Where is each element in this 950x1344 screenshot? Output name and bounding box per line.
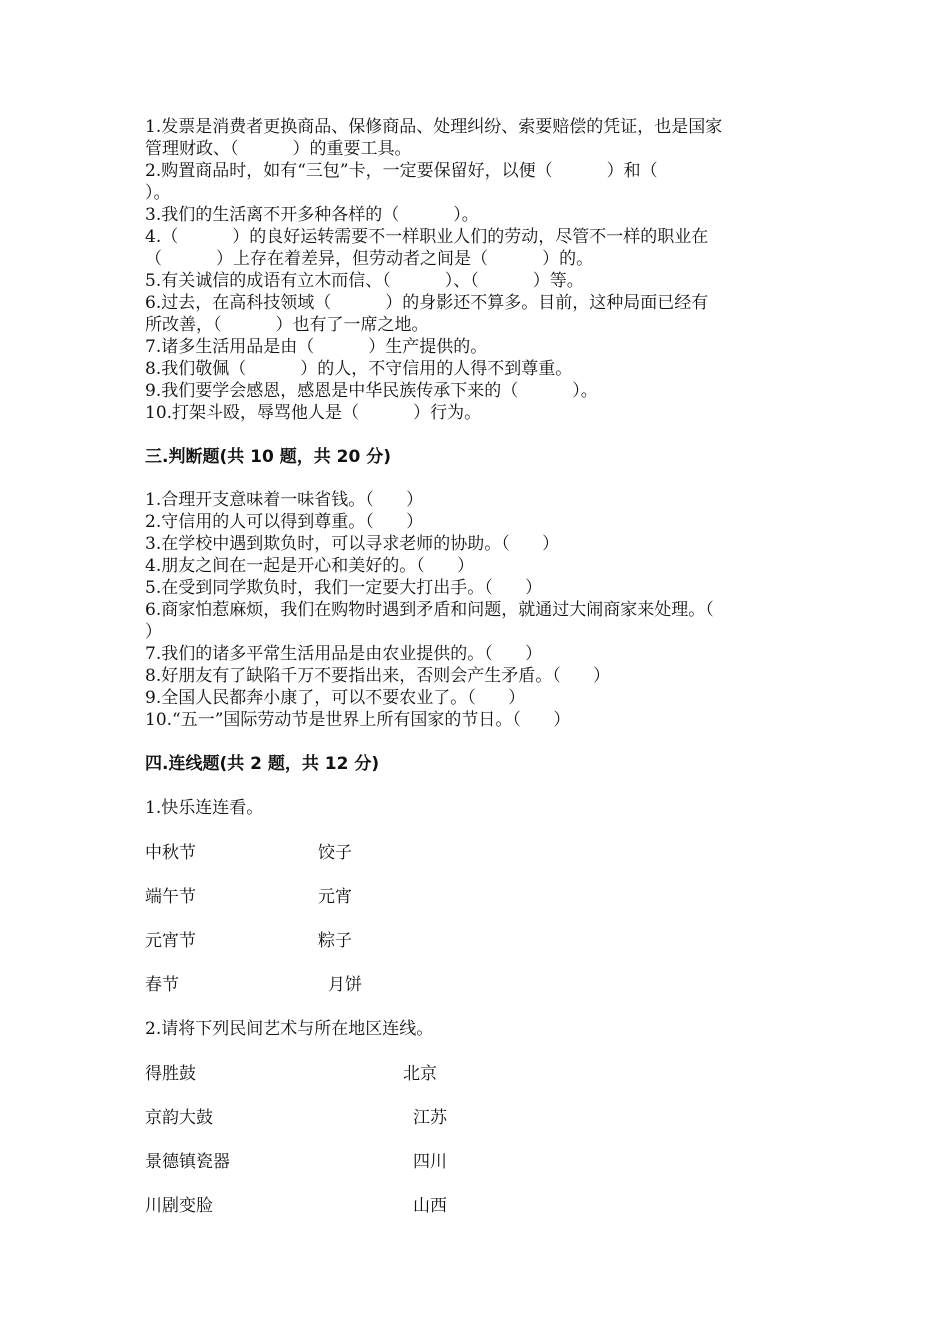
match-2-left-item: 景德镇瓷器 [145,1152,230,1172]
match-2-right-item: 山西 [413,1196,447,1216]
match-1-prompt: 1.快乐连连看。 [145,798,264,818]
fill-blank-line: 7.诸多生活用品是由（ ）生产提供的。 [145,337,488,357]
fill-blank-line: 10.打架斗殴，辱骂他人是（ ）行为。 [145,403,482,423]
match-2-right-item: 北京 [403,1064,437,1084]
true-false-line: 6.商家怕惹麻烦，我们在购物时遇到矛盾和问题，就通过大闹商家来处理。（ [145,600,714,620]
match-1-right-item: 月饼 [328,975,362,995]
true-false-line: 5.在受到同学欺负时，我们一定要大打出手。（ ） [145,578,543,598]
fill-blank-line: 3.我们的生活离不开多种各样的（ ）。 [145,205,479,225]
true-false-line: 2.守信用的人可以得到尊重。（ ） [145,512,424,532]
match-1-left-item: 中秋节 [145,843,196,863]
match-2-right-item: 四川 [413,1152,447,1172]
true-false-line: 4.朋友之间在一起是开心和美好的。（ ） [145,556,475,576]
true-false-line: 8.好朋友有了缺陷千万不要指出来，否则会产生矛盾。（ ） [145,666,611,686]
fill-blank-line: 5.有关诚信的成语有立木而信、（ ）、（ ）等。 [145,271,584,291]
match-1-right-item: 饺子 [318,843,352,863]
match-1-left-item: 元宵节 [145,931,196,951]
section-4-heading: 四.连线题(共 2 题，共 12 分) [145,754,380,774]
match-2-left-item: 川剧变脸 [145,1196,213,1216]
true-false-line: 9.全国人民都奔小康了，可以不要农业了。（ ） [145,688,526,708]
fill-blank-line: 8.我们敬佩（ ）的人，不守信用的人得不到尊重。 [145,359,573,379]
match-2-left-item: 得胜鼓 [145,1064,196,1084]
match-1-left-item: 端午节 [145,887,196,907]
match-1-left-item: 春节 [145,975,179,995]
match-2-right-item: 江苏 [413,1108,447,1128]
fill-blank-line: 所改善，（ ）也有了一席之地。 [145,315,429,335]
true-false-line: 10.“五一”国际劳动节是世界上所有国家的节日。（ ） [145,710,571,730]
true-false-line: ） [145,622,162,642]
fill-blank-line: 2.购置商品时，如有“三包”卡，一定要保留好，以便（ ）和（ [145,161,658,181]
fill-blank-line: （ ）上存在着差异，但劳动者之间是（ ）的。 [145,249,594,269]
fill-blank-line: 4.（ ）的良好运转需要不一样职业人们的劳动，尽管不一样的职业在 [145,227,709,247]
fill-blank-line: 管理财政、（ ）的重要工具。 [145,139,412,159]
fill-blank-line: 9.我们要学会感恩，感恩是中华民族传承下来的（ ）。 [145,381,598,401]
fill-blank-line: 6.过去，在高科技领域（ ）的身影还不算多。目前，这种局面已经有 [145,293,709,313]
section-3-heading: 三.判断题(共 10 题，共 20 分) [145,447,391,467]
match-2-prompt: 2.请将下列民间艺术与所在地区连线。 [145,1019,434,1039]
true-false-line: 3.在学校中遇到欺负时，可以寻求老师的协助。（ ） [145,534,560,554]
fill-blank-line: 1.发票是消费者更换商品、保修商品、处理纠纷、索要赔偿的凭证，也是国家 [145,117,723,137]
fill-blank-line: ）。 [145,183,171,203]
true-false-line: 1.合理开支意味着一味省钱。（ ） [145,490,424,510]
match-2-left-item: 京韵大鼓 [145,1108,213,1128]
true-false-line: 7.我们的诸多平常生活用品是由农业提供的。（ ） [145,644,543,664]
match-1-right-item: 粽子 [318,931,352,951]
match-1-right-item: 元宵 [318,887,352,907]
